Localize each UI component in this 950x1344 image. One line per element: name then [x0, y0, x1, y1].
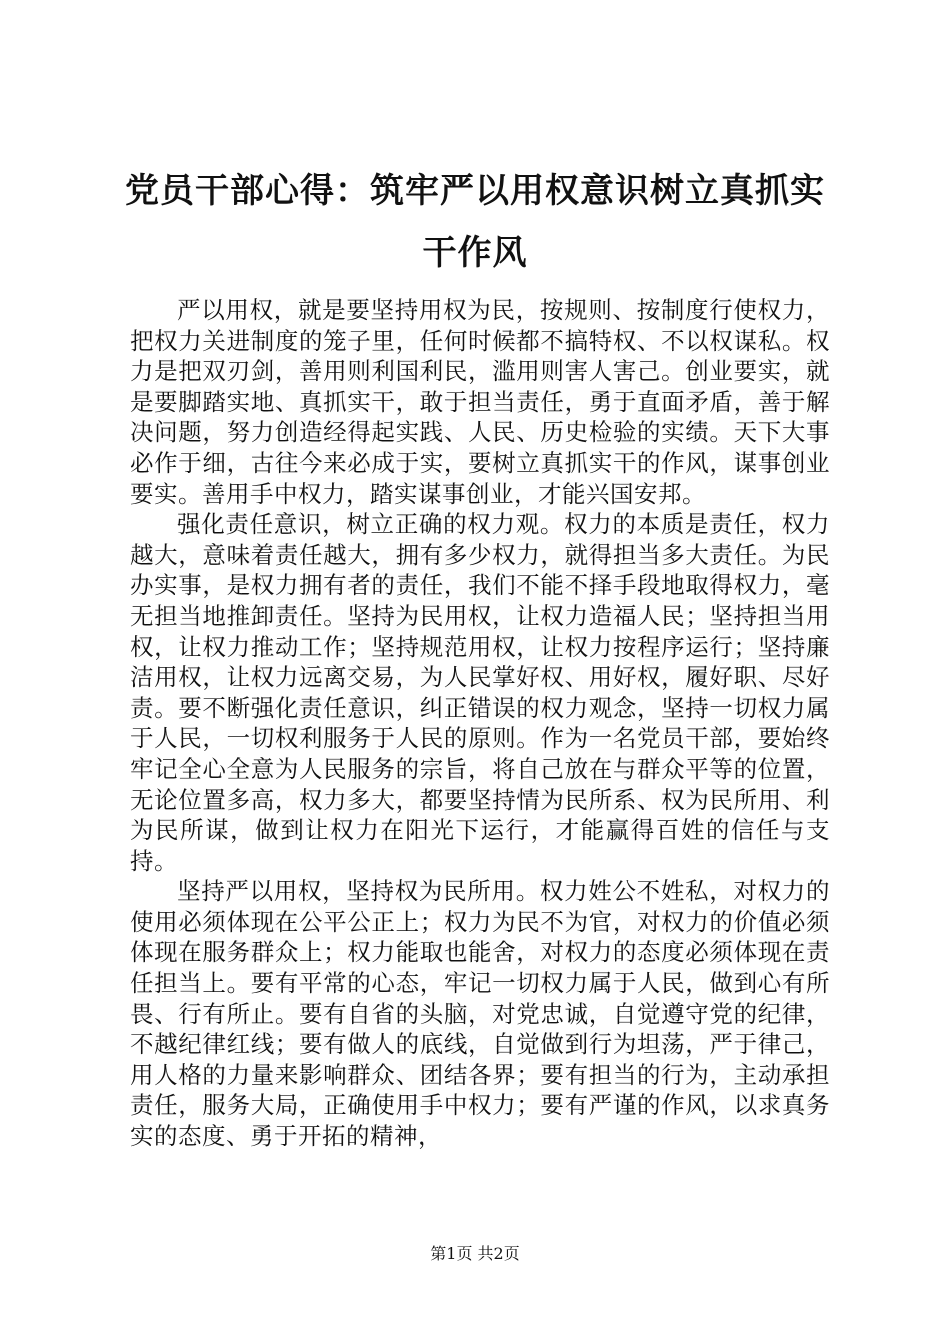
page-footer: 第1页 共2页	[430, 1244, 520, 1263]
document-body	[130, 295, 830, 1152]
paragraph-3: 坚持严以用权，坚持权为民所用。权力姓公不姓私，对权力的使用必须体现在公平公正上；权力为民不为官，对权力的价值必须体现在服务群众上；权力能取也能舍，对权力的态度必须体现在责任担当上。要有平常的心态，牢记一切权力属于人民，做到心有所畏、行有所止。要有自省的头脑，对党忠诚，自觉遵守党的纪律，不越纪律红线；要有做人的底线，自觉做到行为坦荡，严于律己，用人格的力量来影响群众、团结各界；要有担当的行为，主动承担责任，服务大局，正确使用手中权力；要有严谨的作风，以求真务实的态度、勇于开拓的精神，	[130, 877, 830, 1151]
document-title: 党员干部心得：筑牢严以用权意识树立真抓实干作风	[125, 171, 825, 273]
paragraph-1: 严以用权，就是要坚持用权为民，按规则、按制度行使权力，把权力关进制度的笼子里，任何时候都不搞特权、不以权谋私。权力是把双刃剑，善用则利国利民，滥用则害人害己。创业要实，就是要脚踏实地、真抓实干，敢于担当责任，勇于直面矛盾，善于解决问题，努力创造经得起实践、人民、历史检验的实绩。天下大事必作于细，古往今来必成于实，要树立真抓实干的作风，谋事创业要实。善用手中权力，踏实谋事创业，才能兴国安邦。	[130, 296, 830, 508]
paragraph-2: 强化责任意识，树立正确的权力观。权力的本质是责任，权力越大，意味着责任越大，拥有多少权力，就得担当多大责任。为民办实事，是权力拥有者的责任，我们不能不择手段地取得权力，毫无担当地推卸责任。坚持为民用权，让权力造福人民；坚持担当用权，让权力推动工作；坚持规范用权，让权力按程序运行；坚持廉洁用权，让权力远离交易，为人民掌好权、用好权，履好职、尽好责。要不断强化责任意识，纠正错误的权力观念，坚持一切权力属于人民，一切权利服务于人民的原则。作为一名党员干部，要始终牢记全心全意为人民服务的宗旨，将自己放在与群众平等的位置，无论位置多高，权力多大，都要坚持情为民所系、权为民所用、利为民所谋，做到让权力在阳光下运行，才能赢得百姓的信任与支持。	[130, 510, 830, 875]
